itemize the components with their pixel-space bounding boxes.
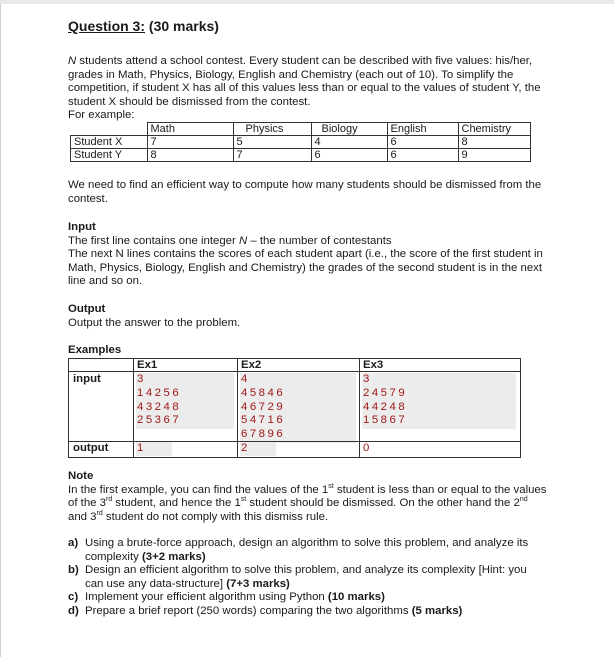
list-item: c) Implement your efficient algorithm using Python (10 marks) — [68, 591, 385, 604]
input-line1: The first line contains one integer N – the number of contestants — [68, 234, 392, 247]
list-item: d) Prepare a brief report (250 words) comparing the two algorithms (5 marks) — [68, 604, 463, 617]
cell: 8 — [147, 149, 233, 162]
input-line2: The next N lines contains the scores of each student apart (i.e., the score of the first student in Math, Physics, Biology, English and Chemistry) the grades of the second student is in the next line and so on. — [68, 248, 543, 288]
student-table — [70, 122, 531, 162]
header-cell: Math — [147, 123, 233, 136]
ex2-count: 4 — [241, 373, 248, 385]
examples-heading: Examples — [68, 344, 122, 356]
examples-table — [68, 358, 521, 458]
question-title: Question 3: (30 marks) — [68, 18, 219, 34]
cell: 5 — [233, 136, 311, 149]
note-section — [68, 470, 548, 524]
ex2-line: 46729 — [241, 400, 286, 413]
ex1-answer: 1 — [137, 442, 144, 454]
cell: 9 — [458, 149, 530, 162]
ex3-count: 3 — [363, 373, 370, 385]
top-edge — [0, 0, 614, 4]
ex2-line: 54716 — [241, 414, 286, 427]
header-cell: Physics — [233, 123, 311, 136]
row-label: Student X — [71, 136, 148, 149]
ex1-count: 3 — [137, 373, 144, 385]
row-label: Student Y — [71, 149, 148, 162]
ex3-line: 15867 — [363, 414, 408, 427]
ex3-line: 24579 — [363, 386, 408, 399]
cell: 4 — [311, 136, 387, 149]
output-section — [68, 303, 548, 330]
cell: 7 — [147, 136, 233, 149]
output-text: Output the answer to the problem. — [68, 316, 241, 329]
cell: 8 — [458, 136, 530, 149]
ex2-header: Ex2 — [241, 359, 262, 371]
ex2-input — [241, 373, 285, 442]
ex2-line: 67896 — [241, 428, 286, 441]
cell: 6 — [311, 149, 387, 162]
note-text: In the first example, you can find the values of the 1st student is less than or equal to the values of the 3rd student, and hence the 1st student should be dismissed. On the other hand the 2nd and 3rd student do not comply with this dismiss rule. — [68, 482, 547, 523]
note-heading: Note — [68, 470, 94, 482]
input-row-label: input — [73, 373, 101, 385]
header-cell: English — [387, 123, 458, 136]
intro-paragraph: N students attend a school contest. Every student can be described with five values: his/her, grades in Math, Physics, Biology, English and Chemistry (each out of 10). To simplify the competition, if student X has all of this values less than or equal to the values of student Y, the student X should be dismissed from the contest. For example: — [68, 55, 541, 122]
ex1-line: 25367 — [137, 414, 182, 427]
page-left-edge — [0, 4, 1, 657]
cell: 6 — [387, 136, 458, 149]
goal-paragraph: We need to find an efficient way to compute how many students should be dismissed from the contest. — [68, 179, 542, 205]
header-cell: Chemistry — [458, 123, 530, 136]
task-list — [68, 537, 548, 619]
ex2-line: 45846 — [241, 386, 286, 399]
cell: 6 — [387, 149, 458, 162]
ex3-answer: 0 — [363, 442, 370, 454]
ex1-input — [137, 373, 181, 428]
student-table-header — [71, 123, 531, 136]
list-item: a) Using a brute-force approach, design an algorithm to solve this problem, and analyze its complexity (3+2 marks) — [68, 537, 529, 563]
ex1-header: Ex1 — [137, 359, 158, 371]
input-section — [68, 221, 548, 289]
ex3-header: Ex3 — [363, 359, 384, 371]
header-cell: Biology — [311, 123, 387, 136]
table-row — [71, 149, 531, 162]
table-row — [71, 136, 531, 149]
ex3-line: 44248 — [363, 400, 408, 413]
ex1-line: 14256 — [137, 386, 182, 399]
output-heading: Output — [68, 303, 106, 315]
list-item: b) Design an efficient algorithm to solve this problem, and analyze its complexity [Hint: you can use any data-structure] (7+3 marks) — [68, 564, 527, 590]
cell: 7 — [233, 149, 311, 162]
ex2-answer: 2 — [241, 442, 248, 454]
output-row-label: output — [73, 442, 109, 454]
ex1-line: 43248 — [137, 400, 182, 413]
ex3-input — [363, 373, 407, 428]
input-heading: Input — [68, 221, 96, 233]
